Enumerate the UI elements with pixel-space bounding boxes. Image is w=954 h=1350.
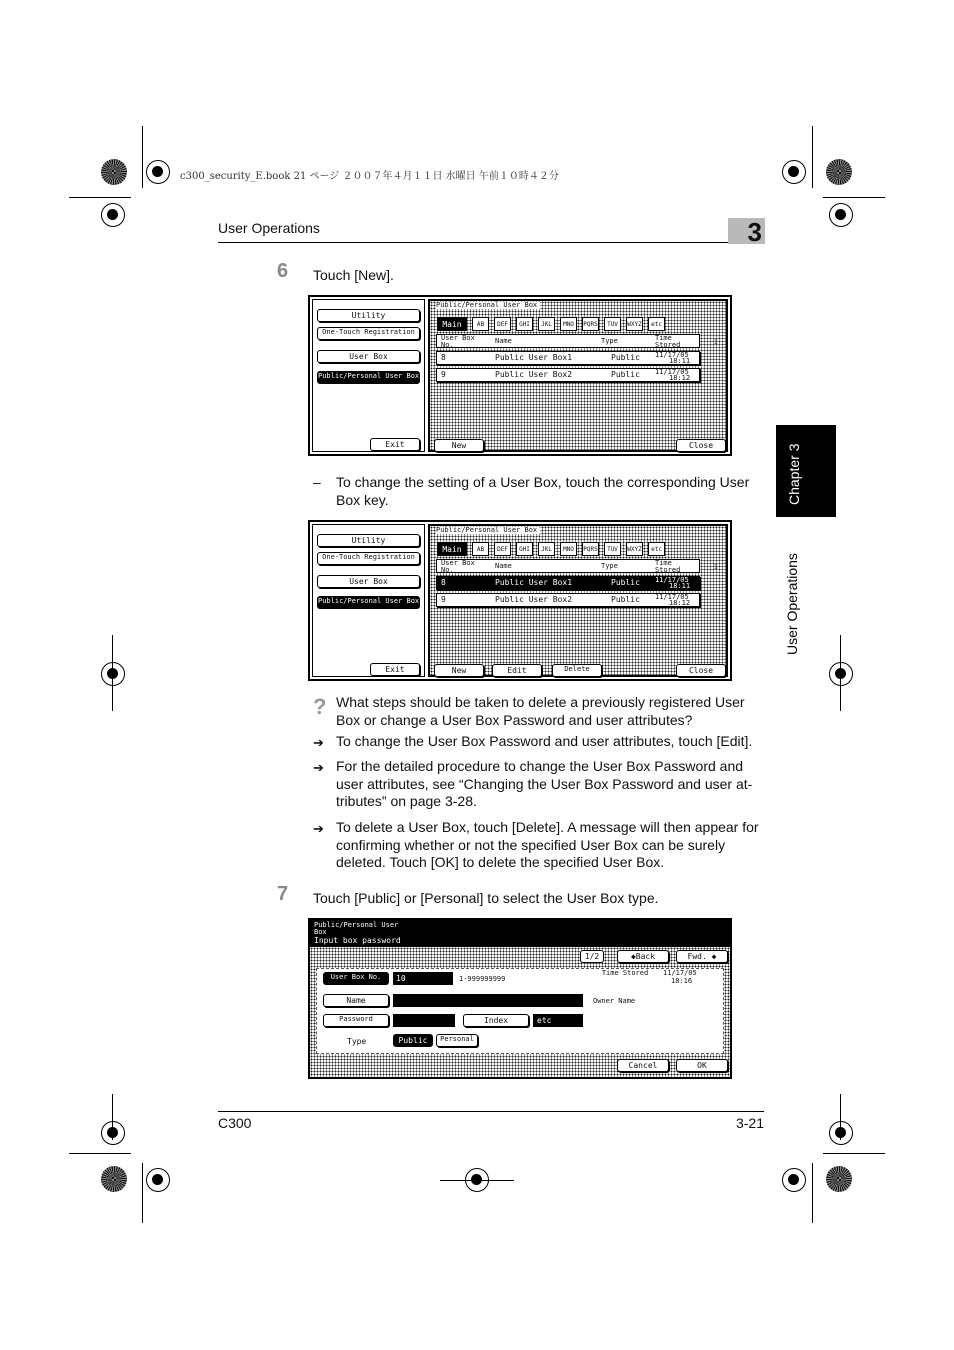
step-instruction: Touch [New].: [313, 267, 394, 283]
index-value: etc: [533, 1014, 583, 1027]
public-type-button[interactable]: Public: [393, 1034, 433, 1047]
side-section-label: User Operations: [784, 553, 800, 655]
answer-text: To change the User Box Password and user attributes, touch [Edit].: [336, 733, 753, 749]
tab-ghi[interactable]: GHI: [516, 542, 533, 556]
tab-def[interactable]: DEF: [494, 317, 511, 331]
name-button[interactable]: Name: [323, 994, 389, 1007]
registration-mark: [146, 1168, 170, 1192]
crop-line: [112, 1094, 113, 1140]
row-date: 11/17/05: [655, 351, 689, 359]
col-type-header: Type: [601, 562, 618, 570]
col-no-header: User Box No.: [441, 559, 475, 574]
forward-arrow-icon: ◆: [711, 952, 717, 961]
footer-rule: [218, 1111, 764, 1112]
row-date: 11/17/05: [655, 576, 689, 584]
row-time: 18:12: [669, 599, 691, 607]
stored-date: 11/17/05: [663, 969, 697, 977]
col-name-header: Name: [495, 562, 512, 570]
tab-ghi[interactable]: GHI: [516, 317, 533, 331]
tab-jkl[interactable]: JKL: [538, 317, 555, 331]
registration-mark: [101, 1121, 125, 1145]
question-icon: ?: [313, 694, 327, 719]
color-disc-mark: [826, 159, 852, 185]
screen-title: Public/Personal User Box: [314, 921, 399, 936]
column-header-row: [436, 559, 700, 573]
public-personal-user-box-menu[interactable]: Public/Personal User Box: [317, 596, 420, 609]
crop-line: [823, 197, 885, 198]
row-type: Public: [611, 370, 640, 379]
one-touch-registration-button[interactable]: One-Touch Registration: [317, 552, 420, 565]
crop-line: [440, 1180, 514, 1181]
row-name: Public User Box1: [495, 353, 573, 362]
registration-mark: [829, 203, 853, 227]
user-box-menu-button[interactable]: User Box: [317, 350, 420, 363]
registration-mark: [829, 662, 853, 686]
tab-jkl[interactable]: JKL: [538, 542, 555, 556]
user-box-row-selected[interactable]: [436, 576, 700, 590]
screen-header: [310, 920, 730, 947]
tab-ab[interactable]: AB: [472, 542, 489, 556]
row-time: 18:11: [669, 357, 691, 365]
page-indicator: 1: [714, 564, 718, 571]
header-rule: [218, 242, 764, 243]
forward-label: Fwd.: [687, 952, 707, 961]
crop-line: [142, 1163, 143, 1223]
tab-tuv[interactable]: TUV: [604, 542, 621, 556]
index-button[interactable]: Index: [463, 1014, 529, 1027]
col-no-header: User Box No.: [441, 334, 475, 349]
user-box-no-button[interactable]: User Box No.: [323, 972, 389, 985]
registration-mark: [782, 1168, 806, 1192]
crop-line: [840, 1094, 841, 1140]
user-box-row[interactable]: [436, 351, 700, 365]
row-number: 9: [441, 370, 446, 379]
close-button[interactable]: Close: [676, 439, 726, 452]
form-box: [316, 968, 724, 1054]
screen-title: Public/Personal User Box: [436, 527, 540, 534]
form-area: [310, 947, 730, 1077]
box-number-range: 1-999999999: [459, 975, 506, 983]
utility-button[interactable]: Utility: [317, 534, 420, 547]
exit-button[interactable]: Exit: [370, 663, 420, 676]
page-indicator: 1: [714, 339, 718, 346]
answer-text: For the detailed procedure to change the User Box Password and user attributes, see “Changing the User Box Password and user at-tributes” on page 3-28.: [336, 758, 753, 809]
question-text: What steps should be taken to delete a previously registered User Box or change a User Box Password and user attributes?: [336, 694, 745, 728]
tab-wxyz[interactable]: WXYZ: [626, 542, 643, 556]
close-button[interactable]: Close: [676, 664, 726, 677]
owner-name-label: Owner Name: [593, 997, 636, 1005]
row-name: Public User Box2: [495, 595, 573, 604]
chapter-number-badge: 3: [728, 218, 765, 244]
ok-button[interactable]: OK: [676, 1059, 728, 1072]
password-field[interactable]: [393, 1014, 455, 1027]
cancel-button[interactable]: Cancel: [617, 1059, 669, 1072]
tab-pqrs[interactable]: PQRS: [582, 317, 599, 331]
registration-mark: [782, 160, 806, 184]
step-number: 6: [277, 260, 289, 282]
arrow-icon: ➔: [313, 735, 324, 750]
note-dash: –: [313, 474, 321, 490]
registration-mark: [101, 203, 125, 227]
tab-wxyz[interactable]: WXYZ: [626, 317, 643, 331]
tab-main[interactable]: Main: [437, 542, 467, 556]
name-field[interactable]: [393, 994, 583, 1007]
utility-menu-pane: [312, 299, 425, 452]
row-type: Public: [611, 353, 640, 362]
public-personal-user-box-menu[interactable]: Public/Personal User Box: [317, 371, 420, 384]
row-type: Public: [611, 578, 640, 587]
column-header-row: [436, 334, 700, 348]
new-button[interactable]: New: [434, 439, 484, 452]
user-box-list-pane: [428, 299, 728, 452]
col-time-header: Time Stored: [655, 334, 681, 349]
tab-etc[interactable]: etc: [648, 317, 665, 331]
crop-line: [112, 635, 113, 711]
back-arrow-icon: ◆: [630, 952, 636, 961]
edit-button[interactable]: Edit: [492, 664, 542, 677]
row-number: 8: [441, 353, 446, 362]
row-name: Public User Box1: [495, 578, 573, 587]
footer-page-number: 3-21: [735, 1115, 764, 1131]
user-box-row[interactable]: [436, 368, 700, 382]
user-box-menu-button[interactable]: User Box: [317, 575, 420, 588]
step-number: 7: [277, 883, 289, 905]
answer-text: To delete a User Box, touch [Delete]. A message will then appear for confirming whether or not the specified User Box can be surely deleted. Touch [OK] to delete the specified User Box.: [336, 819, 759, 870]
user-box-screen: [308, 295, 732, 456]
color-disc-mark: [826, 1166, 852, 1192]
exit-button[interactable]: Exit: [370, 438, 420, 451]
user-box-row[interactable]: [436, 593, 700, 607]
row-time: 18:11: [669, 582, 691, 590]
user-box-selected-screen: [308, 520, 732, 681]
screen-subtitle: Input box password: [314, 936, 401, 945]
color-disc-mark: [101, 1166, 127, 1192]
crop-line: [142, 126, 143, 188]
user-box-no-field[interactable]: 10: [393, 972, 453, 985]
input-box-password-screen: [308, 918, 732, 1079]
crop-line: [69, 1153, 131, 1154]
row-type: Public: [611, 595, 640, 604]
crop-line: [812, 1163, 813, 1223]
password-button[interactable]: Password: [323, 1014, 389, 1027]
col-type-header: Type: [601, 337, 618, 345]
tab-main[interactable]: Main: [437, 317, 467, 331]
row-time: 18:12: [669, 374, 691, 382]
registration-mark: [101, 662, 125, 686]
screen-title: Public/Personal User Box: [436, 302, 540, 309]
crop-line: [812, 126, 813, 188]
crop-line: [840, 635, 841, 711]
tab-tuv[interactable]: TUV: [604, 317, 621, 331]
row-number: 8: [441, 578, 446, 587]
utility-menu-pane: [312, 524, 425, 677]
side-chapter-label: Chapter 3: [786, 443, 802, 505]
registration-mark: [829, 1121, 853, 1145]
crop-line: [69, 197, 131, 198]
crop-line: [823, 1153, 885, 1154]
stored-time: 18:16: [671, 977, 693, 985]
registration-mark: [146, 160, 170, 184]
tab-pqrs[interactable]: PQRS: [582, 542, 599, 556]
book-file-line: c300_security_E.book 21 ページ ２００７年４月１１日 水曜日 午前１０時４２分: [180, 171, 559, 182]
personal-type-button[interactable]: Personal: [436, 1034, 478, 1047]
tab-mno[interactable]: MNO: [560, 542, 577, 556]
tab-def[interactable]: DEF: [494, 542, 511, 556]
back-label: Back: [635, 952, 656, 961]
arrow-icon: ➔: [313, 760, 324, 775]
row-number: 9: [441, 595, 446, 604]
new-button[interactable]: New: [434, 664, 484, 677]
forward-button[interactable]: [676, 950, 728, 963]
tab-mno[interactable]: MNO: [560, 317, 577, 331]
page-indicator: 1/2: [580, 950, 604, 963]
footer-model: C300: [218, 1115, 252, 1131]
back-button[interactable]: [617, 950, 669, 963]
row-date: 11/17/05: [655, 368, 689, 376]
tab-ab[interactable]: AB: [472, 317, 489, 331]
delete-button[interactable]: Delete: [552, 664, 602, 677]
step-instruction: Touch [Public] or [Personal] to select the User Box type.: [313, 890, 659, 906]
tab-etc[interactable]: etc: [648, 542, 665, 556]
type-label: Type: [347, 1037, 367, 1046]
running-header-title: User Operations: [218, 220, 320, 236]
side-chapter-tab: [776, 425, 836, 517]
arrow-icon: ➔: [313, 821, 324, 836]
row-date: 11/17/05: [655, 593, 689, 601]
col-time-header: Time Stored: [655, 559, 681, 574]
utility-button[interactable]: Utility: [317, 309, 420, 322]
user-box-list-pane: [428, 524, 728, 677]
row-name: Public User Box2: [495, 370, 573, 379]
color-disc-mark: [101, 159, 127, 185]
step-note: To change the setting of a User Box, touch the corresponding User Box key.: [336, 474, 750, 508]
time-stored-label: Time Stored: [601, 969, 649, 977]
col-name-header: Name: [495, 337, 512, 345]
one-touch-registration-button[interactable]: One-Touch Registration: [317, 327, 420, 340]
